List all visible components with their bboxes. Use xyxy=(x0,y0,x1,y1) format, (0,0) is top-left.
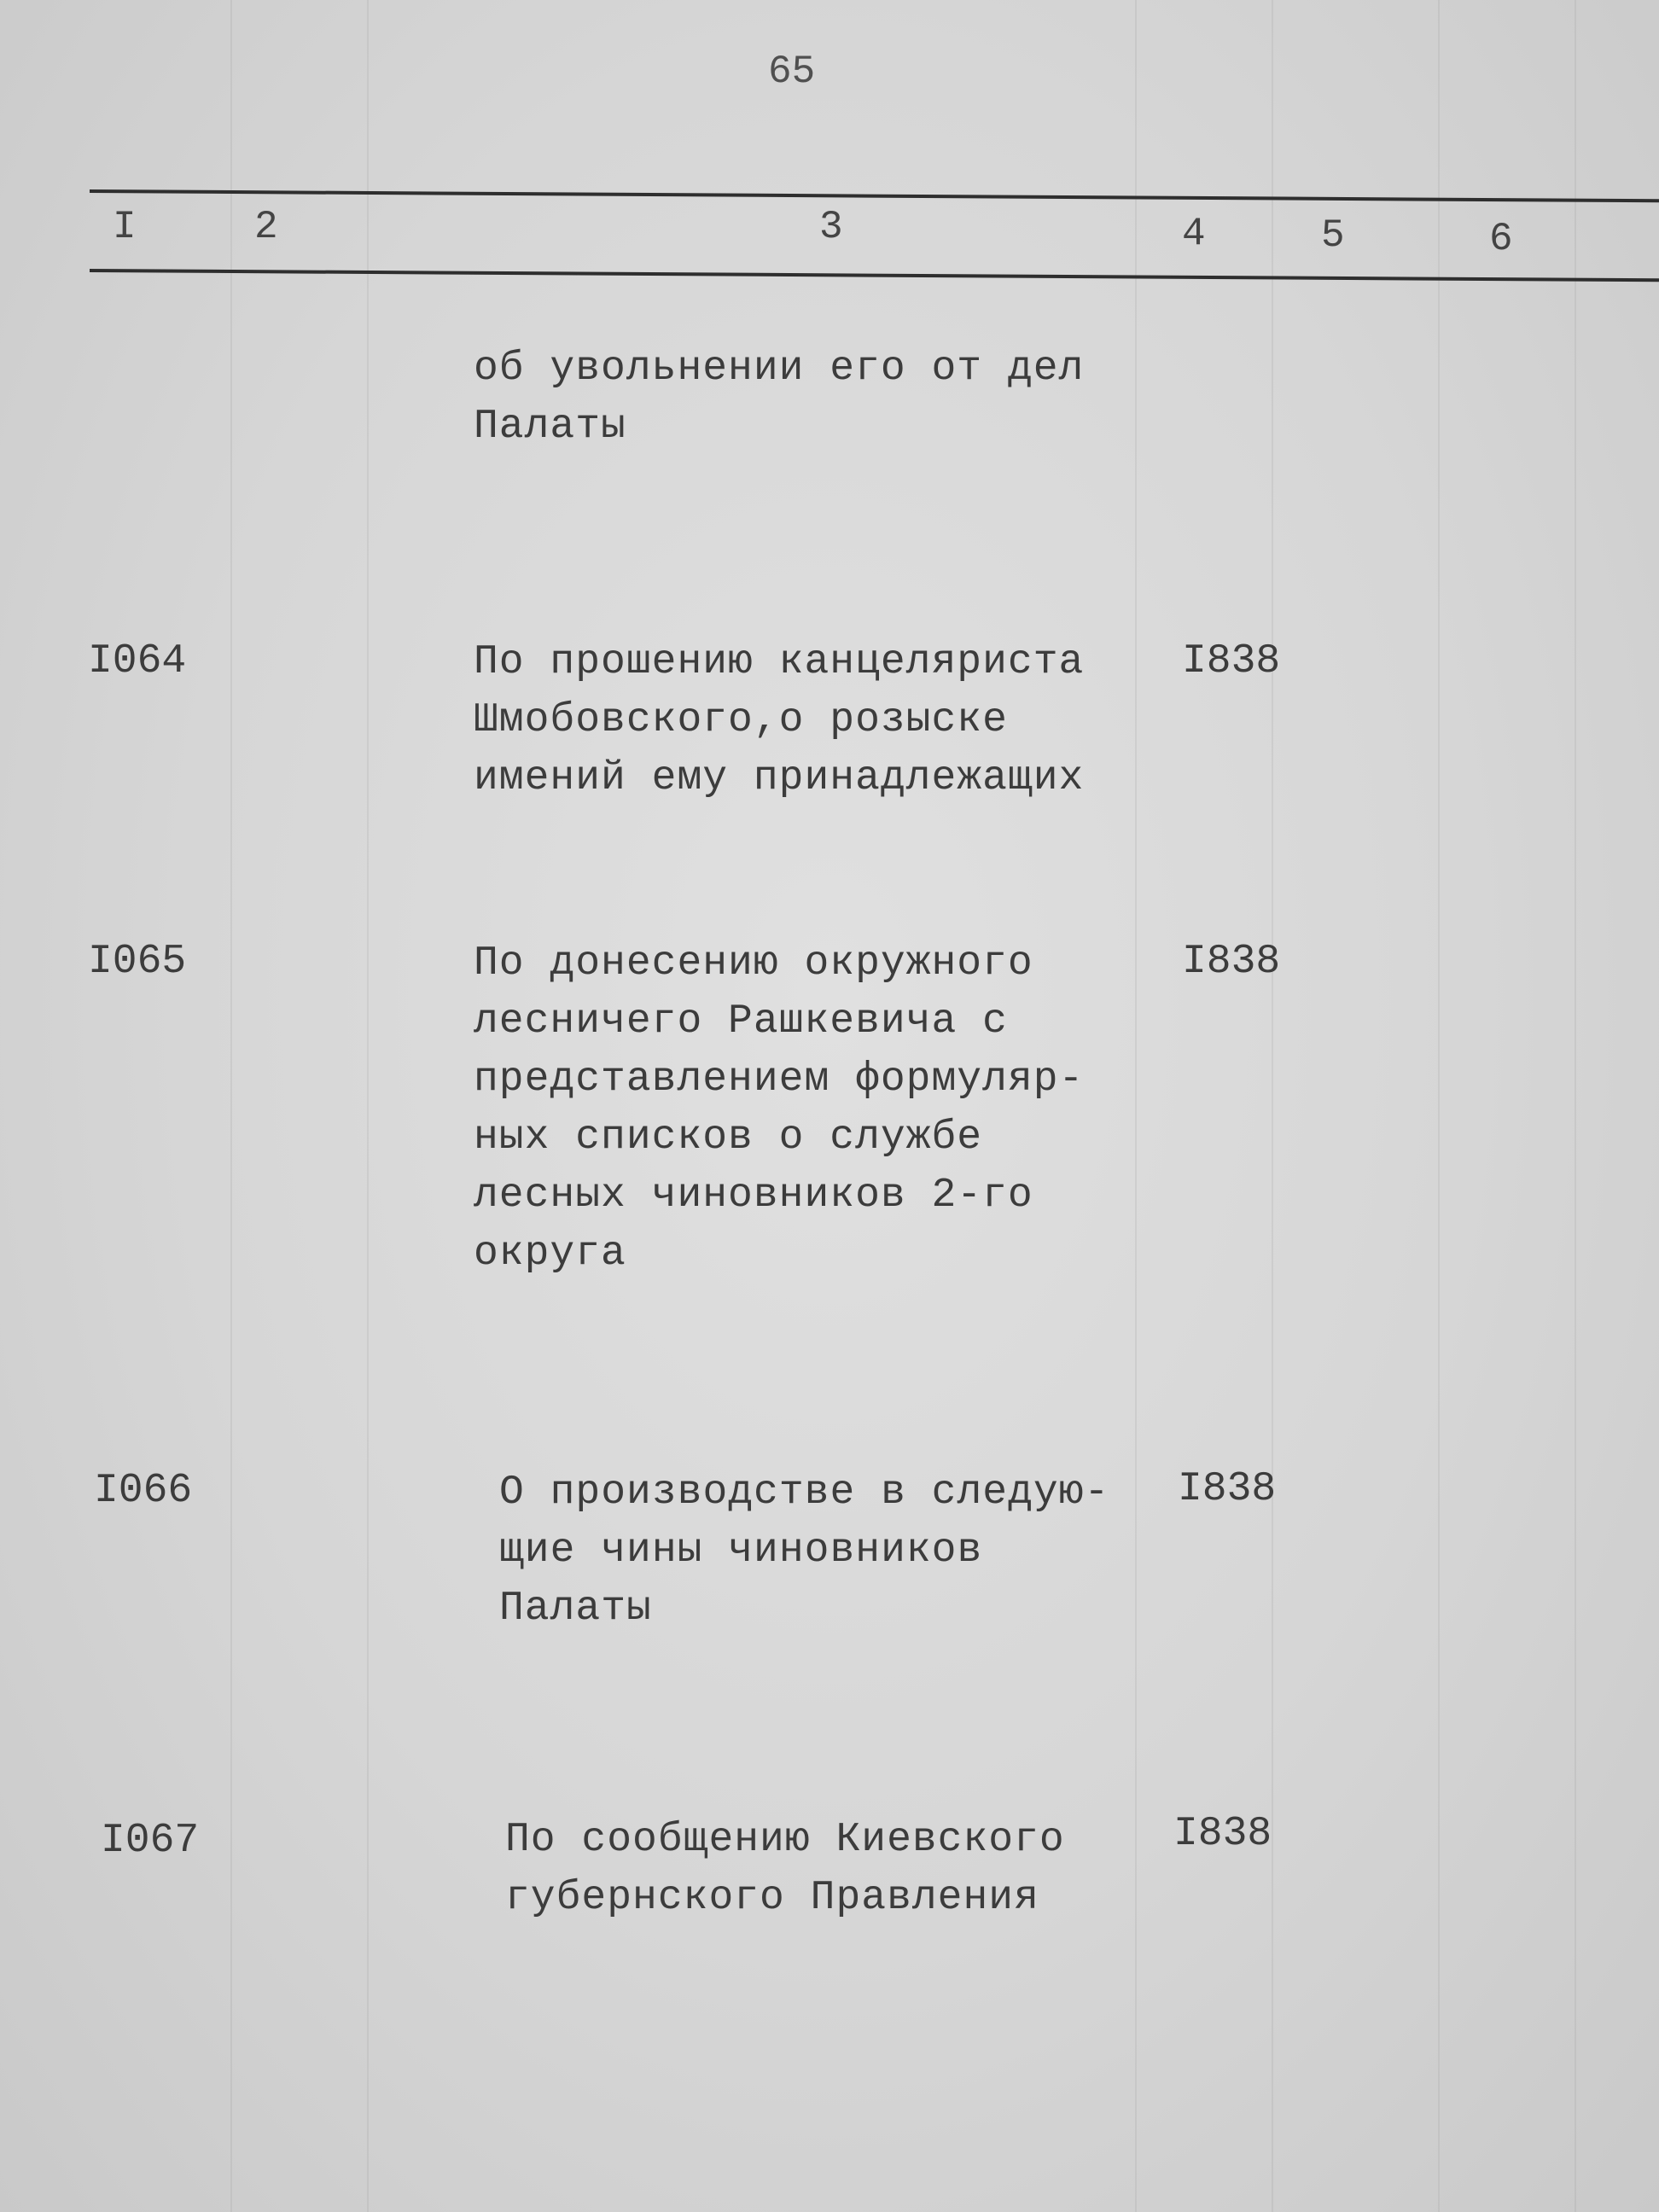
header-rule-bottom xyxy=(90,269,1659,282)
column-number-3: 3 xyxy=(819,205,843,249)
column-number-4: 4 xyxy=(1182,212,1206,256)
ruling-line xyxy=(1438,0,1440,2212)
entry-number: I066 xyxy=(94,1468,193,1514)
page-number: 65 xyxy=(768,49,816,94)
entry-line: По донесению окружного xyxy=(474,940,1033,987)
ruling-line xyxy=(1135,0,1137,2212)
column-number-5: 5 xyxy=(1321,213,1345,258)
entry-line: Шмобовского,о розыске xyxy=(474,697,1008,743)
entry-line: округа xyxy=(474,1231,626,1277)
entry-line: О производстве в следую- xyxy=(499,1470,1110,1516)
entry-title xyxy=(499,1464,1109,1638)
entry-line: об увольнении его от дел xyxy=(474,346,1085,392)
entry-line: По сообщению Киевского xyxy=(505,1817,1065,1863)
ruling-line xyxy=(1272,0,1273,2212)
entry-year: I838 xyxy=(1173,1811,1272,1857)
entry-year: I838 xyxy=(1182,638,1281,684)
entry-number: I067 xyxy=(101,1818,200,1864)
entry-number: I064 xyxy=(88,638,187,684)
entry-title xyxy=(505,1811,1065,1927)
entry-number: I065 xyxy=(88,939,187,985)
ruling-line xyxy=(1575,0,1576,2212)
column-number-1: I xyxy=(113,205,137,249)
entry-line: По прошению канцеляриста xyxy=(474,639,1085,685)
header-rule-top xyxy=(90,189,1659,202)
ruling-line xyxy=(230,0,232,2212)
entry-line: лесных чиновников 2-го xyxy=(474,1173,1033,1219)
entry-title xyxy=(474,934,1084,1283)
entry-year: I838 xyxy=(1182,939,1281,985)
entry-line: представлением формуляр- xyxy=(474,1057,1085,1103)
entry-line: лесничего Рашкевича с xyxy=(474,998,1008,1045)
column-number-2: 2 xyxy=(254,205,278,249)
entry-line: Палаты xyxy=(499,1586,652,1632)
entry-line: ных списков о службе xyxy=(474,1115,983,1161)
ruling-line xyxy=(367,0,369,2212)
entry-year: I838 xyxy=(1178,1466,1277,1512)
column-number-6: 6 xyxy=(1489,217,1513,261)
entry-line: имений ему принадлежащих xyxy=(474,755,1085,801)
entry-title xyxy=(474,340,1084,456)
entry-line: Палаты xyxy=(474,404,626,450)
entry-title xyxy=(474,633,1084,807)
entry-line: щие чины чиновников xyxy=(499,1528,983,1574)
entry-line: губернского Правления xyxy=(505,1875,1039,1921)
